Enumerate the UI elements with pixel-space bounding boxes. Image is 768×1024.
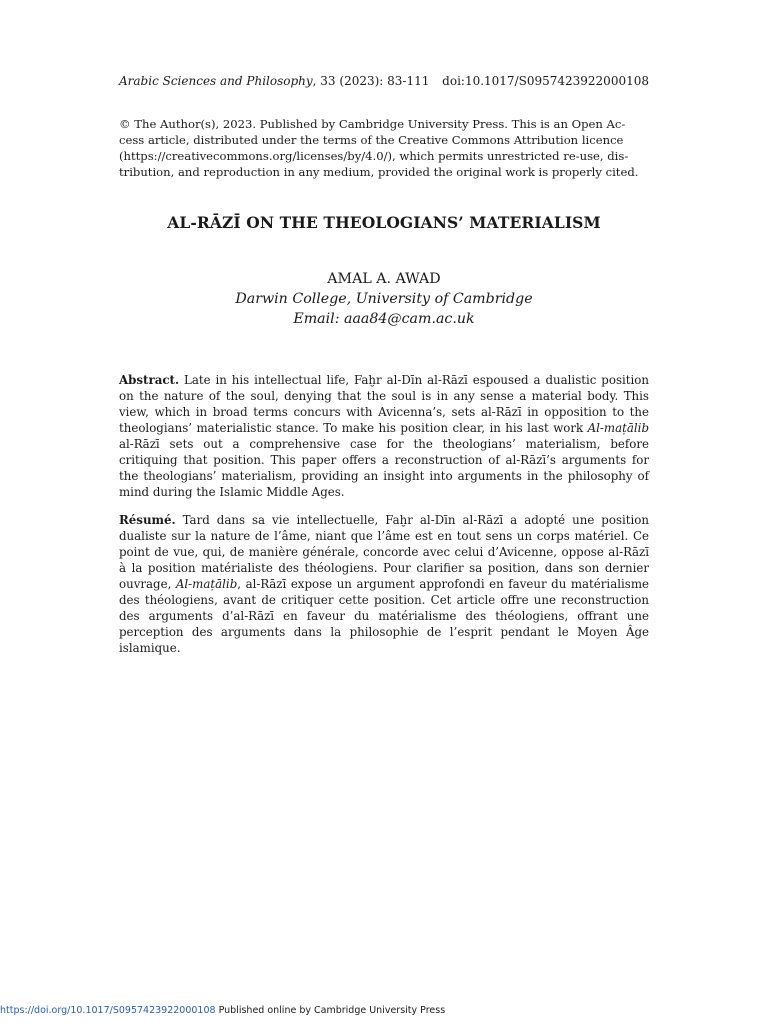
- abstract-label: Abstract.: [119, 373, 180, 387]
- work-title: Al-maṭālib: [587, 421, 649, 435]
- abstract-text: Late in his intellectual life, Faḫr al-Dīn al-Rāzī espoused a dualistic position on the nature of the soul, denying that the soul is in any sense a material body. This view, which in broad terms concurs with Avicenna’s, sets al-Rāzī in opposition to the theologians’ materialistic stance. To make his position clear, in his last work: [119, 373, 649, 435]
- license-notice: [119, 116, 649, 180]
- resume-label: Résumé.: [119, 513, 176, 527]
- running-header: [119, 73, 649, 89]
- doi-link[interactable]: https://doi.org/10.1017/S0957423922000108: [0, 1005, 216, 1016]
- abstract-paragraph: [119, 372, 649, 500]
- published-notice: Published online by Cambridge University Press: [215, 1005, 446, 1016]
- resume-text: Tard dans sa vie intellectuelle, Faḫr al-Dīn al-Rāzī a adopté une position dualiste sur la nature de l’âme, niant que l’âme est en tout sens un corps matériel. Ce point de vue, qui, de manière générale, concorde avec celui d’Avicenne, oppose al-Rāzī à la position matérialiste des théologiens. Pour clarifier sa position, dans son dernier ouvrage,: [119, 513, 649, 591]
- resume-section: [119, 512, 649, 656]
- license-line: tribution, and reproduction in any medium, provided the original work is properly cited.: [119, 165, 639, 179]
- author-affiliation: Darwin College, University of Cambridge: [235, 291, 533, 307]
- license-line: cess article, distributed under the terms of the Creative Commons Attribution licence: [119, 133, 624, 147]
- author-name: AMAL A. AWAD: [327, 271, 441, 287]
- journal-title: Arabic Sciences and Philosophy: [119, 74, 313, 88]
- article-title: AL-RĀZĪ ON THE THEOLOGIANS’ MATERIALISM: [167, 213, 601, 232]
- author-block: [119, 269, 649, 329]
- volume-info: , 33 (2023): 83-111: [312, 74, 430, 88]
- resume-paragraph: [119, 512, 649, 656]
- license-line: (https://creativecommons.org/licenses/by/4.0/), which permits unrestricted re-use, dis-: [119, 149, 629, 163]
- abstract-section: [119, 372, 649, 500]
- resume-text: , al-Rāzī expose un argument approfondi en faveur du matérialisme des théologiens, avant de critiquer cette position. Cet article offre une reconstruction des arguments d’al-Rāzī en faveur du matérialisme des théologiens, offrant une perception des arguments dans la philosophie de l’esprit pendant le Moyen Âge islamique.: [119, 577, 649, 655]
- abstract-text: al-Rāzī sets out a comprehensive case for the theologians’ materialism, before critiquing that position. This paper offers a reconstruction of al-Rāzī’s arguments for the theologians’ materialism, providing an insight into arguments in the philosophy of mind during the Islamic Middle Ages.: [119, 437, 649, 499]
- author-email: Email: aaa84@cam.ac.uk: [293, 311, 475, 327]
- work-title: Al-maṭālib: [175, 577, 238, 591]
- header-doi: doi:10.1017/S0957423922000108: [442, 74, 649, 88]
- page-footer: [0, 1004, 768, 1017]
- license-line: © The Author(s), 2023. Published by Cambridge University Press. This is an Open Ac-: [119, 117, 626, 131]
